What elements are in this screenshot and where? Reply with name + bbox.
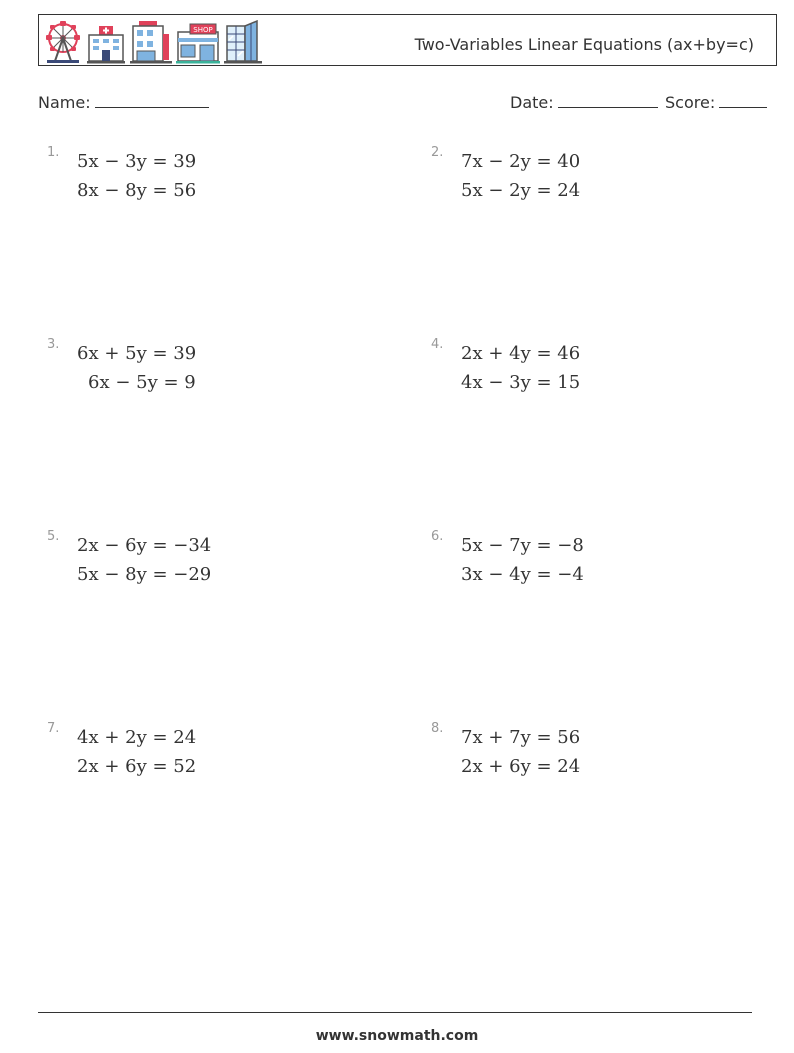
hotel-icon — [129, 20, 173, 64]
problem-number: 8. — [431, 721, 444, 736]
worksheet-title: Two-Variables Linear Equations (ax+by=c) — [414, 35, 754, 54]
name-line[interactable] — [95, 93, 209, 108]
office-building-icon — [223, 20, 263, 64]
equation-2: 2x + 6y = 52 — [77, 756, 197, 777]
equation-2: 5x − 8y = −29 — [77, 564, 212, 585]
hospital-icon — [86, 20, 126, 64]
equation-1: 2x − 6y = −34 — [77, 535, 212, 556]
name-field[interactable] — [38, 93, 209, 112]
equation-2: 6x − 5y = 9 — [88, 372, 196, 393]
equation-2: 5x − 2y = 24 — [461, 180, 581, 201]
problem-number: 6. — [431, 529, 444, 544]
problem-number: 5. — [47, 529, 60, 544]
header-icons — [43, 18, 263, 64]
equation-1: 4x + 2y = 24 — [77, 727, 197, 748]
problem-number: 3. — [47, 337, 60, 352]
footer-url[interactable]: www.snowmath.com — [315, 1028, 479, 1044]
score-line[interactable] — [719, 93, 767, 108]
problem-number: 7. — [47, 721, 60, 736]
score-field[interactable] — [665, 93, 767, 112]
name-label: Name: — [38, 93, 91, 112]
date-label: Date: — [510, 93, 554, 112]
equation-2: 8x − 8y = 56 — [77, 180, 197, 201]
worksheet-header — [38, 14, 777, 66]
equation-1: 7x − 2y = 40 — [461, 151, 581, 172]
equation-2: 4x − 3y = 15 — [461, 372, 581, 393]
problem-number: 4. — [431, 337, 444, 352]
equation-2: 3x − 4y = −4 — [461, 564, 584, 585]
equation-1: 7x + 7y = 56 — [461, 727, 581, 748]
equation-1: 2x + 4y = 46 — [461, 343, 581, 364]
equation-1: 5x − 7y = −8 — [461, 535, 584, 556]
equation-2: 2x + 6y = 24 — [461, 756, 581, 777]
shop-icon — [176, 20, 220, 64]
footer-divider — [38, 1012, 752, 1013]
ferris-wheel-icon — [43, 20, 83, 64]
problem-number: 2. — [431, 145, 444, 160]
equation-1: 6x + 5y = 39 — [77, 343, 197, 364]
score-label: Score: — [665, 93, 716, 112]
equation-1: 5x − 3y = 39 — [77, 151, 197, 172]
shop-sign-text: SHOP — [193, 26, 213, 34]
date-field[interactable] — [510, 93, 658, 112]
date-line[interactable] — [558, 93, 658, 108]
problem-number: 1. — [47, 145, 60, 160]
